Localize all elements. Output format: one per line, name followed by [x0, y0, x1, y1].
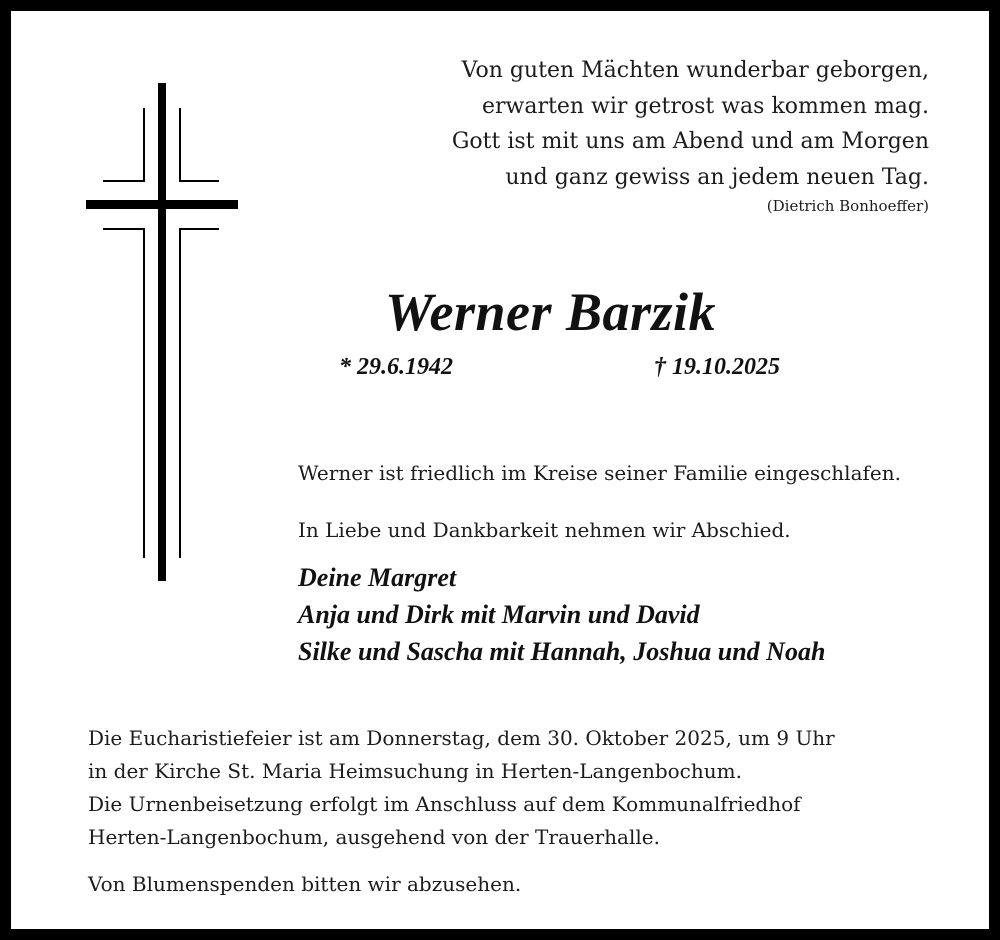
ceremony-info — [88, 722, 835, 854]
poem — [452, 53, 929, 195]
family-member: Deine Margret — [298, 563, 457, 592]
family-member: Silke und Sascha mit Hannah, Joshua und Noah — [298, 637, 826, 666]
deceased-name: Werner Barzik — [385, 282, 717, 342]
poem-line: Von guten Mächten wunderbar geborgen, — [461, 58, 929, 83]
message-line: Werner ist friedlich im Kreise seiner Familie eingeschlafen. — [298, 461, 901, 485]
poem-line: erwarten wir getrost was kommen mag. — [482, 93, 929, 119]
ceremony-line: Die Eucharistiefeier ist am Donnerstag, dem 30. Oktober 2025, um 9 Uhr — [88, 726, 835, 750]
message-line: In Liebe und Dankbarkeit nehmen wir Abschied. — [298, 518, 791, 542]
family-list — [298, 559, 825, 670]
ceremony-line: Herten-Langenbochum, ausgehend von der Trauerhalle. — [88, 825, 660, 849]
poem-line: und ganz gewiss an jedem neuen Tag. — [505, 164, 929, 190]
family-member: Anja und Dirk mit Marvin und David — [298, 600, 700, 629]
ceremony-line: in der Kirche St. Maria Heimsuchung in Herten-Langenbochum. — [88, 759, 742, 783]
cross-icon — [86, 83, 238, 583]
poem-line: Gott ist mit uns am Abend und am Morgen — [451, 129, 929, 154]
ceremony-line: Die Urnenbeisetzung erfolgt im Anschluss auf dem Kommunalfriedhof — [88, 792, 801, 816]
death-date: † 19.10.2025 — [654, 354, 780, 380]
poem-attribution: (Dietrich Bonhoeffer) — [766, 197, 929, 215]
birth-date: * 29.6.1942 — [339, 354, 453, 380]
flowers-note: Von Blumenspenden bitten wir abzusehen. — [88, 872, 522, 896]
